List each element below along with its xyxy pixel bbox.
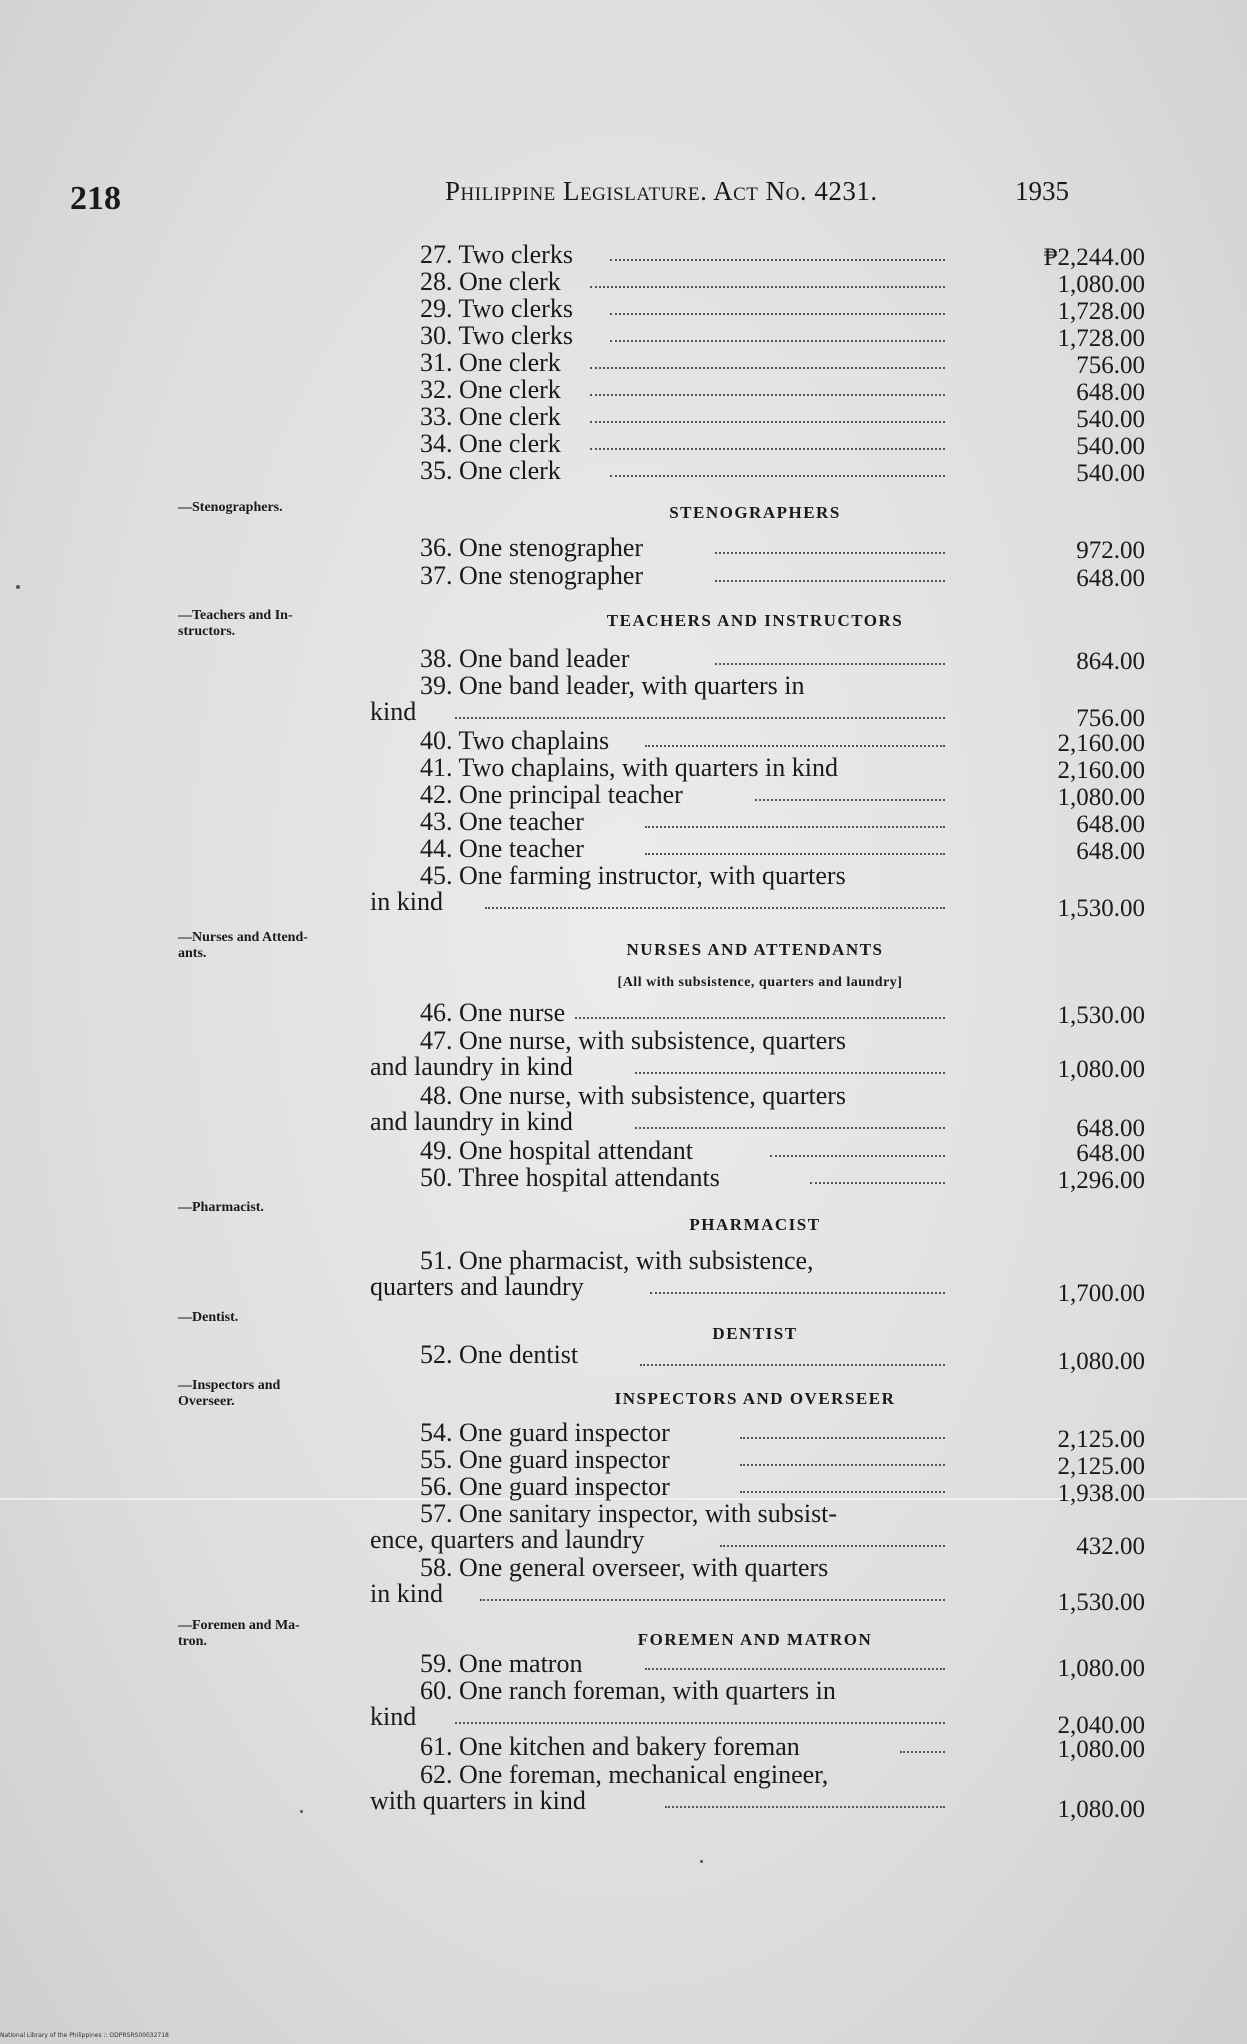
- list-item: [370, 1246, 1145, 1307]
- leader-dots: [810, 1182, 945, 1184]
- item-text: 27. Two clerks: [420, 240, 573, 269]
- item-text: 33. One clerk: [420, 402, 561, 431]
- list-item: [370, 1472, 1145, 1507]
- item-text: 55. One guard inspector: [420, 1445, 670, 1474]
- item-text: 43. One teacher: [420, 807, 584, 836]
- item-amount: 1,728.00: [1057, 298, 1145, 325]
- list-item: [370, 561, 1145, 592]
- item-text-continued: ence, quarters and laundry: [370, 1525, 645, 1554]
- item-amount: 1,080.00: [1057, 1796, 1145, 1823]
- side-note-dentist: —Dentist.: [178, 1310, 239, 1325]
- list-item: [370, 1418, 1145, 1453]
- list-item: [370, 402, 1145, 433]
- list-item: [370, 429, 1145, 460]
- side-note-teachers: —Teachers and In- structors.: [178, 608, 293, 639]
- leader-dots: [665, 1806, 945, 1808]
- side-note-nurses: —Nurses and Attend- ants.: [178, 930, 308, 961]
- item-amount: 2,125.00: [1057, 1453, 1145, 1480]
- leader-dots: [770, 1155, 945, 1157]
- side-note-stenographers: —Stenographers.: [178, 500, 283, 515]
- item-text: 30. Two clerks: [420, 321, 573, 350]
- item-amount: 648.00: [1076, 1115, 1145, 1142]
- item-text: 32. One clerk: [420, 375, 561, 404]
- leader-dots: [610, 475, 945, 477]
- section-heading-stenographers: STENOGRAPHERS: [669, 503, 841, 522]
- leader-dots: [645, 745, 945, 747]
- list-item: [370, 807, 1145, 838]
- leader-dots: [590, 394, 945, 396]
- leader-dots: [590, 367, 945, 369]
- item-amount: 540.00: [1076, 460, 1145, 487]
- item-text: 47. One nurse, with subsistence, quarters: [420, 1026, 847, 1055]
- section-heading-foremen: FOREMEN AND MATRON: [637, 1630, 873, 1649]
- item-text: 38. One band leader: [420, 644, 630, 673]
- item-text-continued: kind: [370, 697, 417, 726]
- list-item: [370, 671, 1145, 732]
- leader-dots: [740, 1437, 945, 1439]
- leader-dots: [610, 340, 945, 342]
- list-item: [370, 348, 1145, 379]
- item-amount: 2,040.00: [1057, 1712, 1145, 1739]
- leader-dots: [645, 826, 945, 828]
- list-item: [370, 294, 1145, 325]
- section-heading-pharmacist: PHARMACIST: [689, 1215, 821, 1234]
- item-amount: 540.00: [1076, 406, 1145, 433]
- list-item: [370, 1445, 1145, 1480]
- item-amount: 1,296.00: [1057, 1167, 1145, 1194]
- item-amount: 1,728.00: [1057, 325, 1145, 352]
- item-text: 54. One guard inspector: [420, 1418, 670, 1447]
- list-item: [370, 1340, 1145, 1375]
- leader-dots: [720, 1545, 945, 1547]
- list-item: [370, 1136, 1145, 1167]
- list-item: [370, 1081, 1145, 1142]
- item-text-continued: quarters and laundry: [370, 1272, 584, 1301]
- list-item: [370, 1760, 1145, 1823]
- list-item: [370, 533, 1145, 564]
- leader-dots: [610, 259, 945, 261]
- list-item: [370, 780, 1145, 811]
- section-note-nurses: [All with subsistence, quarters and laundry]: [617, 975, 903, 990]
- list-item: [370, 1676, 1145, 1739]
- item-amount: 1,080.00: [1057, 1736, 1145, 1763]
- item-amount: 1,938.00: [1057, 1480, 1145, 1507]
- item-amount: 972.00: [1076, 537, 1145, 564]
- item-amount: 2,125.00: [1057, 1426, 1145, 1453]
- leader-dots: [715, 552, 945, 554]
- leader-dots: [650, 1292, 945, 1294]
- item-text: 37. One stenographer: [420, 561, 644, 590]
- list-item: [370, 456, 1145, 487]
- side-note-inspectors: —Inspectors and Overseer.: [178, 1378, 281, 1409]
- item-text-continued: kind: [370, 1702, 417, 1731]
- item-text: 61. One kitchen and bakery foreman: [420, 1732, 800, 1761]
- list-item: [370, 998, 1145, 1029]
- list-item: [370, 321, 1145, 352]
- item-amount: 648.00: [1076, 838, 1145, 865]
- item-amount: 1,530.00: [1057, 1002, 1145, 1029]
- scan-footer: National Library of the Philippines :: ODPRSRS00032718: [0, 2032, 169, 2039]
- leader-dots: [900, 1751, 945, 1753]
- item-amount: 1,530.00: [1057, 895, 1145, 922]
- leader-dots: [590, 421, 945, 423]
- list-item: [370, 1553, 1145, 1616]
- item-text: 52. One dentist: [420, 1340, 579, 1369]
- item-amount: 540.00: [1076, 433, 1145, 460]
- leader-dots: [635, 1072, 945, 1074]
- item-text: 41. Two chaplains, with quarters in kind: [420, 753, 838, 782]
- item-amount: 756.00: [1076, 705, 1145, 732]
- list-item: [370, 726, 1145, 757]
- item-text: 35. One clerk: [420, 456, 561, 485]
- item-text: 44. One teacher: [420, 834, 584, 863]
- item-amount: 2,160.00: [1057, 757, 1145, 784]
- item-text: 42. One principal teacher: [420, 780, 683, 809]
- list-item: [370, 1499, 1145, 1560]
- section-heading-dentist: DENTIST: [712, 1324, 798, 1343]
- list-item: [370, 375, 1145, 406]
- leader-dots: [740, 1491, 945, 1493]
- list-item: [370, 240, 1145, 271]
- list-item: [370, 1649, 1145, 1682]
- item-text: 57. One sanitary inspector, with subsist-: [420, 1499, 838, 1528]
- item-amount: 1,080.00: [1057, 1655, 1145, 1682]
- leader-dots: [610, 313, 945, 315]
- side-note-foremen: —Foremen and Ma- tron.: [178, 1618, 300, 1649]
- item-text: 59. One matron: [420, 1649, 583, 1678]
- item-amount: 1,080.00: [1057, 784, 1145, 811]
- list-item: [370, 1163, 1145, 1194]
- section-heading-teachers: TEACHERS AND INSTRUCTORS: [606, 611, 904, 630]
- item-amount: 1,530.00: [1057, 1589, 1145, 1616]
- item-text: 50. Three hospital attendants: [420, 1163, 720, 1192]
- item-amount: 1,700.00: [1057, 1280, 1145, 1307]
- item-amount: 864.00: [1076, 648, 1145, 675]
- item-amount: ₱2,244.00: [1043, 244, 1145, 271]
- leader-dots: [715, 580, 945, 582]
- item-text: 49. One hospital attendant: [420, 1136, 693, 1165]
- leader-dots: [645, 853, 945, 855]
- running-head-year: 1935: [1015, 176, 1069, 206]
- item-text: 45. One farming instructor, with quarters: [420, 861, 846, 890]
- item-amount: 648.00: [1076, 1140, 1145, 1167]
- item-text: 40. Two chaplains: [420, 726, 610, 755]
- item-amount: 432.00: [1076, 1533, 1145, 1560]
- leader-dots: [640, 1364, 945, 1366]
- item-text-continued: in kind: [370, 887, 443, 916]
- item-text-continued: in kind: [370, 1579, 443, 1608]
- leader-dots: [740, 1464, 945, 1466]
- item-text: 39. One band leader, with quarters in: [420, 671, 805, 700]
- item-amount: 1,080.00: [1057, 271, 1145, 298]
- leader-dots: [480, 1599, 945, 1601]
- item-amount: 756.00: [1076, 352, 1145, 379]
- leader-dots: [715, 663, 945, 665]
- leader-dots: [485, 907, 945, 909]
- item-amount: 648.00: [1076, 565, 1145, 592]
- item-text-continued: and laundry in kind: [370, 1052, 573, 1081]
- item-amount: 1,080.00: [1057, 1056, 1145, 1083]
- page-number: 218: [70, 180, 121, 217]
- leader-dots: [575, 1017, 945, 1019]
- list-item: [370, 834, 1145, 865]
- scan-speck: [16, 585, 20, 589]
- item-text: 28. One clerk: [420, 267, 561, 296]
- section-heading-inspectors: INSPECTORS AND OVERSEER: [614, 1389, 896, 1408]
- leader-dots: [635, 1127, 945, 1129]
- item-text-continued: and laundry in kind: [370, 1107, 573, 1136]
- item-amount: 1,080.00: [1057, 1348, 1145, 1375]
- list-item: [370, 267, 1145, 298]
- item-amount: 648.00: [1076, 811, 1145, 838]
- list-item: [370, 1732, 1145, 1763]
- leader-dots: [455, 717, 945, 719]
- list-item: [370, 861, 1145, 922]
- leader-dots: [645, 1668, 945, 1670]
- leader-dots: [590, 286, 945, 288]
- item-text: 36. One stenographer: [420, 533, 644, 562]
- list-item: [370, 1026, 1145, 1082]
- item-text: 29. Two clerks: [420, 294, 573, 323]
- scan-speck: [300, 1810, 303, 1813]
- running-head: Philippine Legislature. Act No. 4231.: [445, 176, 878, 206]
- side-note-pharmacist: —Pharmacist.: [178, 1200, 264, 1215]
- leader-dots: [755, 799, 945, 801]
- item-text: 62. One foreman, mechanical engineer,: [420, 1760, 829, 1789]
- list-item: [370, 644, 1145, 675]
- leader-dots: [590, 448, 945, 450]
- list-item: [370, 753, 1145, 784]
- item-amount: 2,160.00: [1057, 730, 1145, 757]
- item-amount: 648.00: [1076, 379, 1145, 406]
- leader-dots: [455, 1722, 945, 1724]
- scan-speck: [700, 1860, 703, 1863]
- item-text: 51. One pharmacist, with subsistence,: [420, 1246, 814, 1275]
- item-text: 58. One general overseer, with quarters: [420, 1553, 829, 1582]
- item-text: 60. One ranch foreman, with quarters in: [420, 1676, 836, 1705]
- item-text: 34. One clerk: [420, 429, 561, 458]
- item-text: 48. One nurse, with subsistence, quarters: [420, 1081, 847, 1110]
- item-text: 31. One clerk: [420, 348, 561, 377]
- item-text-continued: with quarters in kind: [370, 1786, 586, 1815]
- item-text: 56. One guard inspector: [420, 1472, 670, 1501]
- section-heading-nurses: NURSES AND ATTENDANTS: [626, 940, 884, 959]
- item-text: 46. One nurse: [420, 998, 566, 1027]
